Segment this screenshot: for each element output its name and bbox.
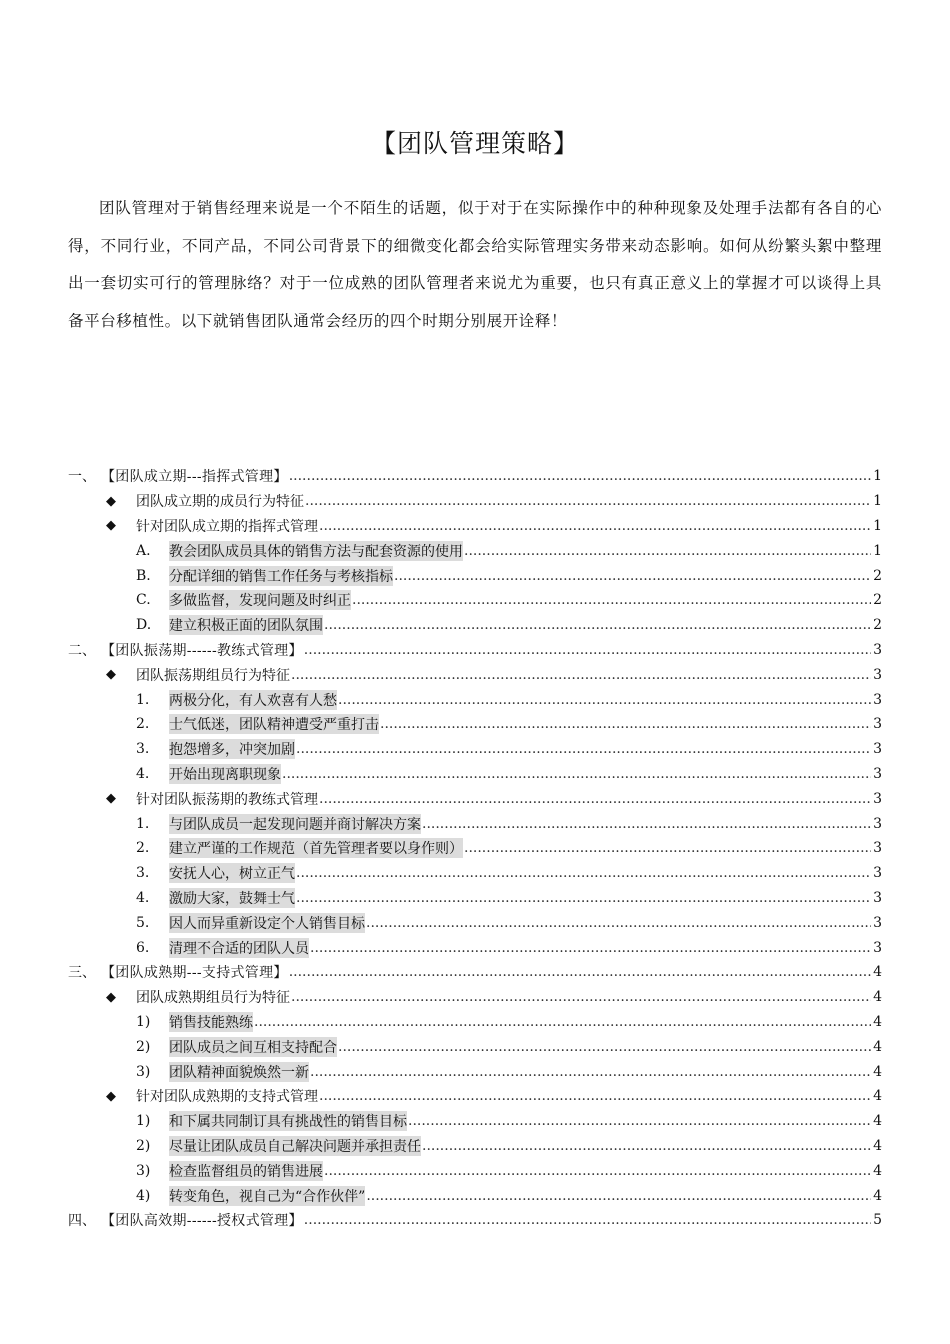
toc-dot-leader (394, 568, 871, 584)
toc-entry-label: 【团队高效期------授权式管理】 (101, 1213, 303, 1230)
toc-dot-leader (338, 692, 871, 708)
toc-page-number: 3 (873, 691, 882, 708)
toc-dot-leader (408, 1113, 871, 1129)
toc-entry-number: 3) (136, 1162, 151, 1179)
toc-dot-leader (296, 741, 871, 757)
toc-page-number: 4 (873, 1113, 882, 1130)
toc-item-entry[interactable] (68, 1158, 882, 1183)
toc-item-entry[interactable] (68, 1059, 882, 1084)
toc-page-number: 3 (873, 914, 882, 931)
toc-dot-leader (324, 617, 871, 633)
toc-page-number: 1 (873, 493, 882, 510)
toc-entry-label: 转变角色，视自己为“合作伙伴” (169, 1186, 365, 1206)
toc-entry-label: 与团队成员一起发现问题并商讨解决方案 (169, 814, 421, 834)
toc-item-entry[interactable] (68, 737, 882, 762)
toc-dot-leader (380, 716, 871, 732)
toc-entry-number: 6. (136, 939, 150, 956)
toc-dot-leader (310, 1064, 871, 1080)
toc-entry-label: 针对团队成熟期的支持式管理 (136, 1089, 318, 1106)
toc-item-entry[interactable] (68, 836, 882, 861)
toc-entry-label: 安抚人心，树立正气 (169, 863, 295, 883)
toc-dot-leader (422, 1138, 871, 1154)
toc-entry-number: 1) (136, 1113, 151, 1130)
bullet-diamond-icon: ◆ (106, 518, 116, 534)
toc-page-number: 3 (873, 790, 882, 807)
toc-page-number: 4 (873, 1187, 882, 1204)
toc-item-entry[interactable] (68, 1134, 882, 1159)
toc-entry-label: 多做监督，发现问题及时纠正 (169, 590, 351, 610)
bullet-diamond-icon: ◆ (106, 791, 116, 807)
toc-entry-number: 4. (136, 765, 150, 782)
intro-paragraph: 团队管理对于销售经理来说是一个不陌生的话题，似于对于在实际操作中的种种现象及处理手法都有各自的心得，不同行业，不同产品，不同公司背景下的细微变化都会给实际管理实务带来动态影响。如何从纷繁头絮中整理出一套切实可行的管理脉络？对于一位成熟的团队管理者来说尤为重要，也只有真正意义上的掌握才可以谈得上具备平台移植性。以下就销售团队通常会经历的四个时期分别展开诠释！ (68, 199, 882, 330)
toc-item-entry[interactable] (68, 563, 882, 588)
toc-entry-label: 开始出现离职现象 (169, 764, 281, 784)
toc-subsection-entry[interactable] (68, 786, 882, 811)
toc-dot-leader (464, 840, 871, 856)
toc-page-number: 3 (873, 716, 882, 733)
toc-dot-leader (319, 791, 871, 807)
toc-dot-leader (282, 766, 871, 782)
toc-page-number: 3 (873, 765, 882, 782)
toc-item-entry[interactable] (68, 687, 882, 712)
toc-item-entry[interactable] (68, 712, 882, 737)
toc-entry-label: 团队振荡期组员行为特征 (136, 667, 290, 684)
toc-entry-label: 团队精神面貌焕然一新 (169, 1062, 309, 1082)
toc-dot-leader (289, 468, 871, 484)
toc-entry-label: 分配详细的销售工作任务与考核指标 (169, 566, 393, 586)
toc-entry-label: 教会团队成员具体的销售方法与配套资源的使用 (169, 541, 463, 561)
toc-entry-label: 团队成员之间互相支持配合 (169, 1037, 337, 1057)
toc-page-number: 3 (873, 939, 882, 956)
toc-page-number: 2 (873, 592, 882, 609)
toc-dot-leader (304, 642, 871, 658)
toc-item-entry[interactable] (68, 1010, 882, 1035)
toc-entry-number: 4. (136, 889, 150, 906)
toc-entry-number: C. (136, 592, 151, 609)
toc-dot-leader (464, 543, 871, 559)
toc-section-entry[interactable] (68, 960, 882, 985)
toc-dot-leader (352, 592, 871, 608)
toc-subsection-entry[interactable] (68, 1084, 882, 1109)
toc-entry-label: 【团队成熟期---支持式管理】 (101, 965, 288, 982)
toc-entry-number: 2) (136, 1137, 151, 1154)
toc-dot-leader (291, 989, 871, 1005)
toc-page-number: 4 (873, 1088, 882, 1105)
toc-page-number: 3 (873, 815, 882, 832)
toc-entry-number: 2. (136, 840, 150, 857)
toc-entry-number: 2) (136, 1038, 151, 1055)
toc-entry-label: 士气低迷，团队精神遭受严重打击 (169, 714, 379, 734)
toc-dot-leader (422, 816, 871, 832)
toc-dot-leader (324, 1163, 871, 1179)
toc-page-number: 4 (873, 1137, 882, 1154)
toc-entry-label: 针对团队振荡期的教练式管理 (136, 791, 318, 808)
toc-entry-number: A. (136, 542, 151, 559)
bullet-diamond-icon: ◆ (106, 989, 116, 1005)
toc-page-number: 4 (873, 1162, 882, 1179)
toc-entry-number: 3. (136, 741, 150, 758)
toc-entry-number: 4) (136, 1187, 151, 1204)
toc-page-number: 3 (873, 840, 882, 857)
toc-dot-leader (319, 518, 871, 534)
toc-page-number: 4 (873, 1038, 882, 1055)
toc-entry-number: 三、 (68, 965, 96, 982)
page-title: 【团队管理策略】 (370, 129, 579, 158)
toc-entry-number: 一、 (68, 469, 96, 486)
toc-page-number: 5 (873, 1212, 882, 1229)
toc-item-entry[interactable] (68, 910, 882, 935)
toc-entry-label: 建立严谨的工作规范（首先管理者要以身作则） (169, 838, 463, 858)
toc-subsection-entry[interactable] (68, 514, 882, 539)
toc-item-entry[interactable] (68, 762, 882, 787)
toc-entry-label: 团队成立期的成员行为特征 (136, 494, 304, 511)
toc-item-entry[interactable] (68, 935, 882, 960)
toc-item-entry[interactable] (68, 1183, 882, 1208)
toc-entry-number: D. (136, 617, 152, 634)
toc-entry-label: 【团队振荡期------教练式管理】 (101, 642, 303, 659)
toc-section-entry[interactable] (68, 1208, 882, 1233)
toc-entry-label: 销售技能熟练 (169, 1012, 253, 1032)
toc-page-number: 3 (873, 741, 882, 758)
toc-dot-leader (305, 493, 871, 509)
toc-entry-label: 针对团队成立期的指挥式管理 (136, 518, 318, 535)
toc-dot-leader (310, 940, 871, 956)
toc-item-entry[interactable] (68, 588, 882, 613)
toc-item-entry[interactable] (68, 538, 882, 563)
table-of-contents (68, 464, 882, 1233)
toc-entry-number: 1. (136, 815, 150, 832)
toc-dot-leader (319, 1088, 871, 1104)
toc-entry-label: 建立积极正面的团队氛围 (169, 615, 323, 635)
bullet-diamond-icon: ◆ (106, 493, 116, 509)
toc-page-number: 3 (873, 666, 882, 683)
toc-page-number: 2 (873, 617, 882, 634)
toc-item-entry[interactable] (68, 1034, 882, 1059)
toc-item-entry[interactable] (68, 886, 882, 911)
toc-page-number: 4 (873, 989, 882, 1006)
toc-item-entry[interactable] (68, 613, 882, 638)
toc-dot-leader (296, 865, 871, 881)
toc-page-number: 3 (873, 641, 882, 658)
toc-entry-label: 检查监督组员的销售进展 (169, 1161, 323, 1181)
toc-dot-leader (254, 1014, 871, 1030)
toc-page-number: 4 (873, 1063, 882, 1080)
toc-subsection-entry[interactable] (68, 662, 882, 687)
toc-entry-label: 尽量让团队成员自己解决问题并承担责任 (169, 1136, 421, 1156)
toc-dot-leader (366, 915, 871, 931)
toc-dot-leader (296, 890, 871, 906)
toc-entry-number: 四、 (68, 1213, 96, 1230)
toc-page-number: 4 (873, 964, 882, 981)
bullet-diamond-icon: ◆ (106, 667, 116, 683)
toc-entry-number: 2. (136, 716, 150, 733)
toc-page-number: 1 (873, 517, 882, 534)
toc-entry-label: 和下属共同制订具有挑战性的销售目标 (169, 1111, 407, 1131)
toc-entry-label: 团队成熟期组员行为特征 (136, 990, 290, 1007)
toc-page-number: 3 (873, 865, 882, 882)
toc-dot-leader (366, 1188, 871, 1204)
toc-item-entry[interactable] (68, 811, 882, 836)
toc-page-number: 4 (873, 1013, 882, 1030)
toc-entry-label: 两极分化，有人欢喜有人愁 (169, 690, 337, 710)
toc-page-number: 2 (873, 567, 882, 584)
toc-page-number: 1 (873, 468, 882, 485)
toc-section-entry[interactable] (68, 464, 882, 489)
toc-entry-label: 抱怨增多，冲突加剧 (169, 739, 295, 759)
toc-entry-label: 清理不合适的团队人员 (169, 938, 309, 958)
toc-entry-label: 因人而异重新设定个人销售目标 (169, 913, 365, 933)
toc-entry-number: 二、 (68, 642, 96, 659)
toc-entry-number: 3. (136, 865, 150, 882)
toc-entry-label: 【团队成立期---指挥式管理】 (101, 469, 288, 486)
toc-dot-leader (304, 1212, 871, 1228)
toc-section-entry[interactable] (68, 638, 882, 663)
toc-page-number: 1 (873, 542, 882, 559)
toc-entry-number: 1) (136, 1013, 151, 1030)
toc-dot-leader (338, 1039, 871, 1055)
toc-dot-leader (289, 964, 871, 980)
toc-entry-number: B. (136, 567, 151, 584)
bullet-diamond-icon: ◆ (106, 1088, 116, 1104)
toc-entry-number: 1. (136, 691, 150, 708)
toc-subsection-entry[interactable] (68, 489, 882, 514)
toc-page-number: 3 (873, 889, 882, 906)
toc-item-entry[interactable] (68, 861, 882, 886)
toc-entry-label: 激励大家，鼓舞士气 (169, 888, 295, 908)
toc-entry-number: 5. (136, 914, 150, 931)
toc-subsection-entry[interactable] (68, 985, 882, 1010)
toc-item-entry[interactable] (68, 1109, 882, 1134)
toc-entry-number: 3) (136, 1063, 151, 1080)
toc-dot-leader (291, 667, 871, 683)
